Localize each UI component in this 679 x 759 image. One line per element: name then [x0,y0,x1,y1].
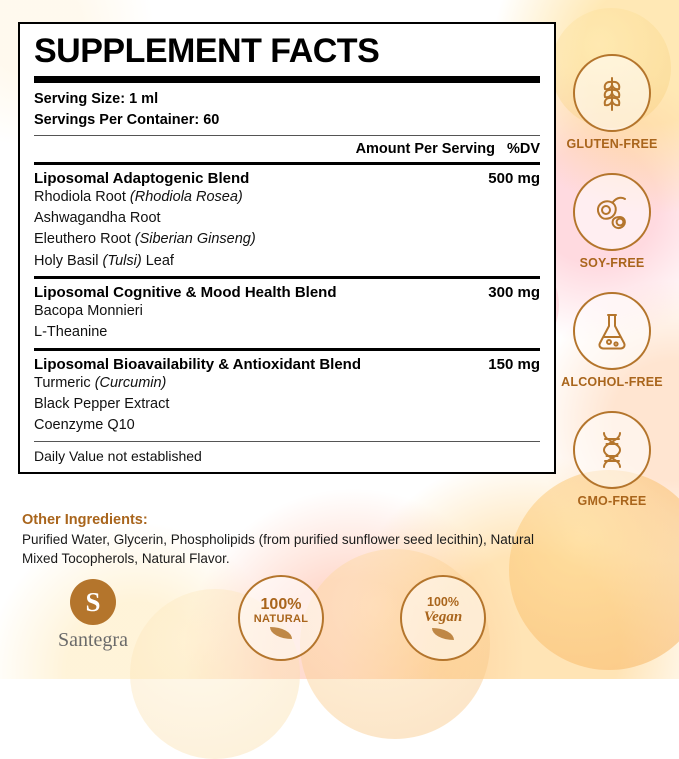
brand-name: Santegra [58,629,128,651]
blend-amount: 150 mg [488,355,540,373]
blend-section [34,168,540,272]
ingredient-item: Rhodiola Root (Rhodiola Rosea) [34,188,243,205]
dv-header: %DV [506,140,540,157]
other-ingredients-text: Purified Water, Glycerin, Phospholipids (from purified sunflower seed lecithin), Natural Mixed Tocopherols, Natural Flavor. [22,532,534,567]
servings-per-container: Servings Per Container: 60 [34,111,220,128]
vegan-seal [400,575,486,661]
other-ingredients-title: Other Ingredients: [22,512,148,528]
blend-divider [34,348,540,351]
natural-seal [238,575,324,661]
natural-seal-label: NATURAL [253,613,309,626]
badge-label: SOY-FREE [579,256,645,270]
ingredient-item: Holy Basil (Tulsi) Leaf [34,252,174,269]
supplement-facts-panel [18,22,556,474]
blend-heading-row [34,354,540,373]
brand-logo [58,579,128,652]
ingredient-item: Ashwagandha Root [34,210,161,227]
badge-gluten-free [566,54,657,151]
leaf-icon [432,628,454,640]
blend-name: Liposomal Bioavailability & Antioxidant Blend [34,355,361,373]
badge-circle [573,54,651,132]
flask-icon [594,310,630,352]
amount-header-row [34,139,540,158]
blend-heading-row [34,282,540,301]
blend-name: Liposomal Cognitive & Mood Health Blend [34,283,337,301]
blend-heading-row [34,168,540,187]
badge-label: ALCOHOL-FREE [561,375,663,389]
header-divider [34,162,540,165]
badge-circle [573,411,651,489]
ingredient-item: Bacopa Monnieri [34,302,143,319]
badge-circle [573,292,651,370]
ingredient-item: Eleuthero Root (Siberian Ginseng) [34,231,256,248]
natural-seal-percent: 100% [260,595,302,613]
vegan-seal-label: Vegan [423,609,463,626]
badge-circle [573,173,651,251]
amount-per-serving-header: Amount Per Serving [355,140,495,157]
page-title: SUPPLEMENT FACTS [34,32,380,70]
blend-section [34,354,540,437]
blend-amount: 500 mg [488,169,540,187]
other-ingredients-section [22,512,570,568]
serving-divider [34,135,540,136]
brand-mark: S [70,579,116,625]
certification-badges [553,54,671,508]
badge-alcohol-free [561,292,663,389]
ingredient-item: Black Pepper Extract [34,395,170,412]
soybean-icon [591,192,633,232]
blend-name: Liposomal Adaptogenic Blend [34,169,250,187]
title-divider [34,76,540,83]
ingredient-item: Turmeric (Curcumin) [34,374,167,391]
ingredient-item: L-Theanine [34,324,108,341]
badge-label: GLUTEN-FREE [566,137,658,151]
badge-label: GMO-FREE [577,494,647,508]
dna-icon [595,429,629,471]
blend-divider [34,276,540,279]
footer-divider [34,441,540,442]
blend-section [34,282,540,344]
serving-size: Serving Size: 1 ml [34,90,159,107]
blend-amount: 300 mg [488,283,540,301]
leaf-icon [270,627,292,639]
badge-gmo-free [573,411,651,508]
vegan-seal-percent: 100% [427,594,459,609]
ingredient-item: Coenzyme Q10 [34,417,135,434]
wheat-icon [593,72,631,114]
bottom-seal-row [20,573,540,665]
daily-value-note: Daily Value not established [34,447,202,464]
badge-soy-free [573,173,651,270]
